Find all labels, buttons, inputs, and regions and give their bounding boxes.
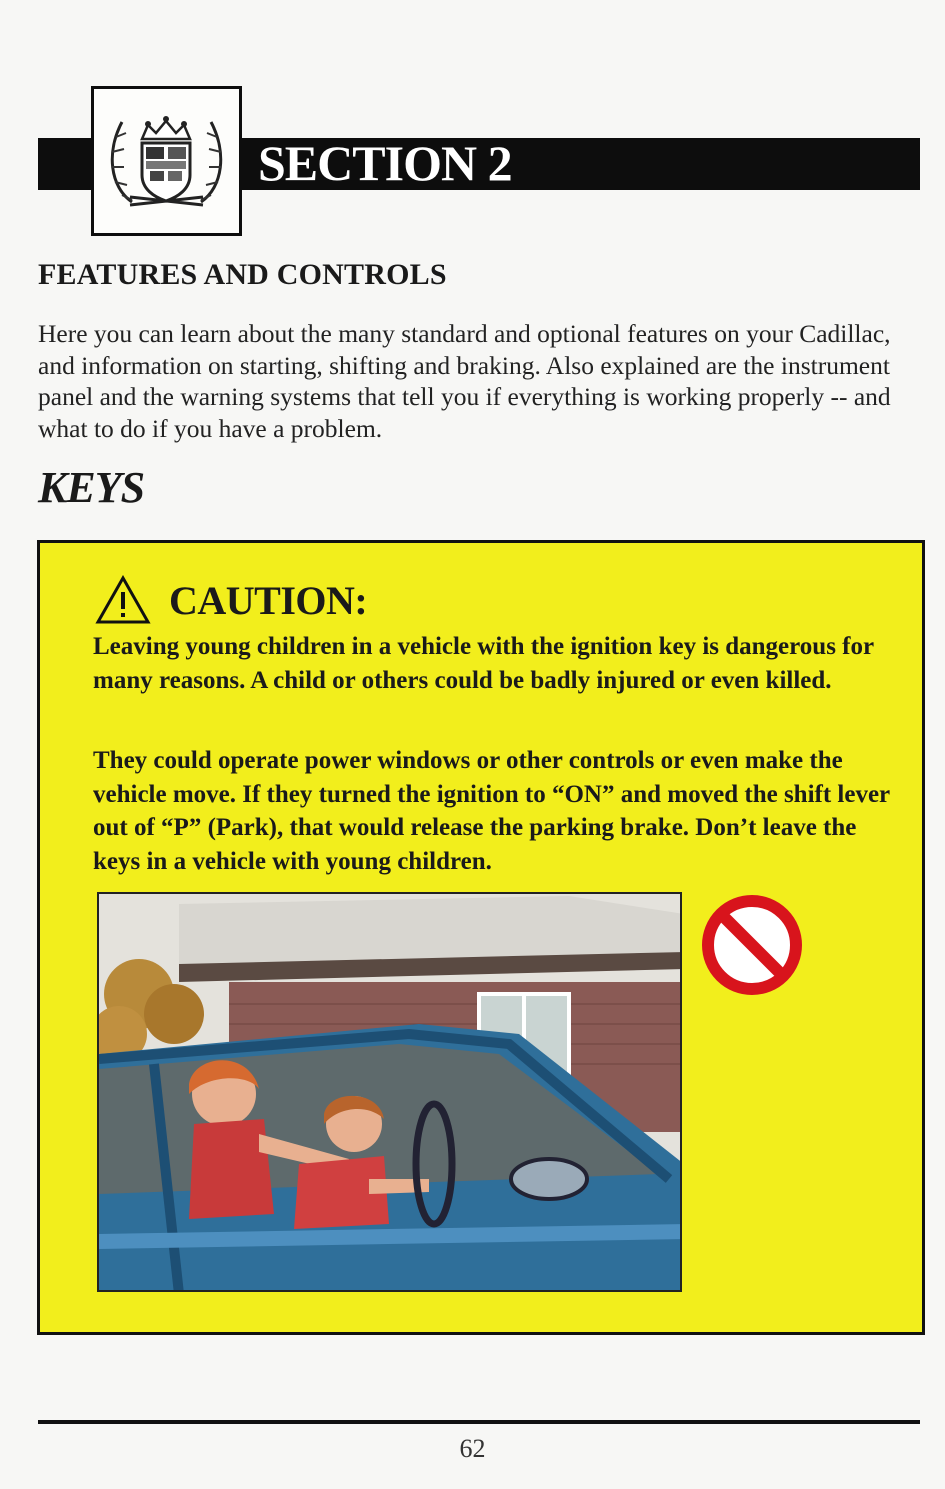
footer-rule xyxy=(38,1420,920,1424)
caution-label: CAUTION: xyxy=(169,577,368,623)
emblem-box xyxy=(91,86,242,236)
keys-title: KEYS xyxy=(38,463,145,512)
section-title: SECTION 2 xyxy=(258,135,512,191)
caution-header xyxy=(95,572,367,628)
features-heading: FEATURES AND CONTROLS xyxy=(38,258,447,291)
cadillac-crest-icon xyxy=(102,97,231,225)
page-number: 62 xyxy=(459,1434,486,1463)
caution-paragraph-2: They could operate power windows or other controls or even make the vehicle move. If they turned the ignition to “ON” and moved the shift lever out of “P” (Park), that would release the parking brake. Don’t leave the keys in a vehicle with young children. xyxy=(93,747,890,875)
warning-triangle-icon xyxy=(95,575,151,625)
caution-paragraph-1: Leaving young children in a vehicle with the ignition key is dangerous for many reasons. A child or others could be badly injured or even killed. xyxy=(93,633,874,694)
children-in-car-illustration xyxy=(97,892,682,1292)
no-symbol-icon xyxy=(700,893,804,997)
features-intro: Here you can learn about the many standard and optional features on your Cadillac, and information on starting, shifting and braking. Also explained are the instrument panel and the warning systems that tell you if everything is working properly -- and what to do if you have a problem. xyxy=(38,319,891,443)
